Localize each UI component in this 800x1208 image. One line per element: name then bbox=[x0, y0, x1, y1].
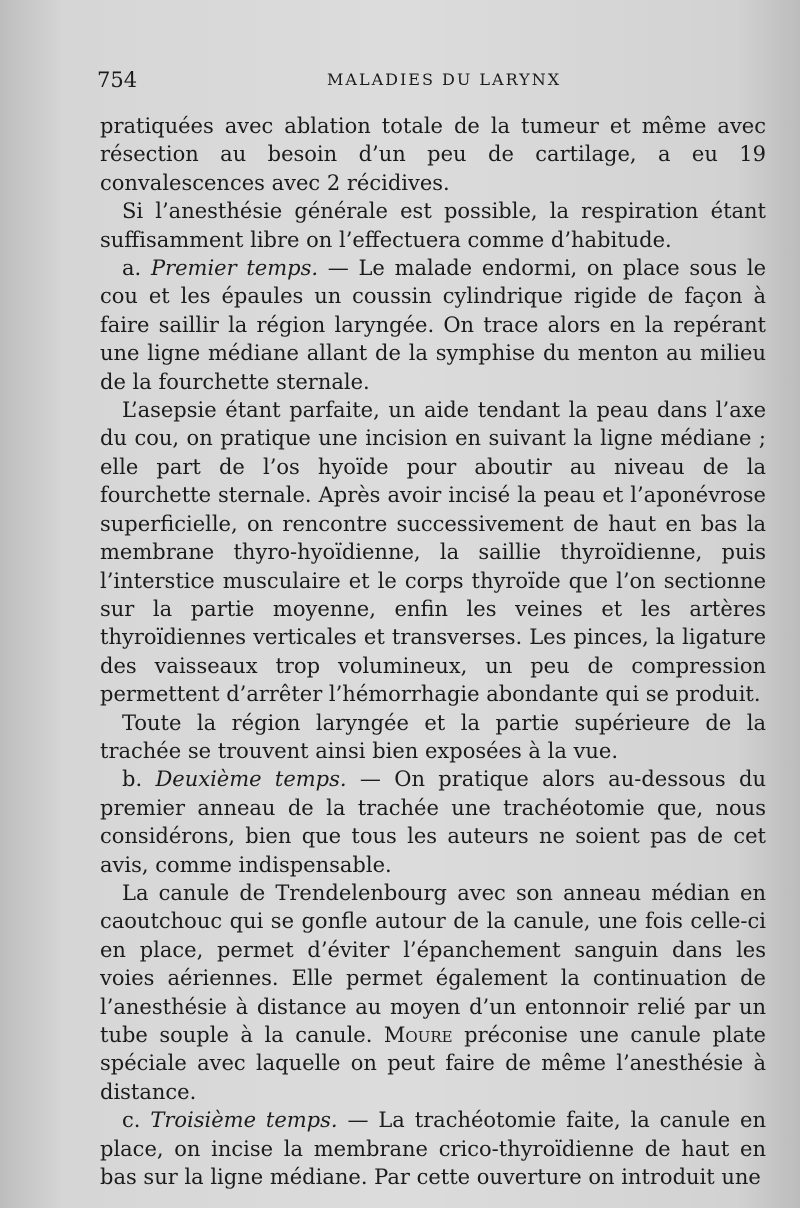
paragraph-7-text-a: La canule de Trendelenbourg avec son anneau médian en caoutchouc qui se gonfle autour de la canule, une fois celle-ci en place, permet d’éviter l’épanchement sanguin dans les voies aériennes. Elle permet également la continuation de l’anesthésie à distance au moyen d’un entonnoir relié par un tube souple à la canule. bbox=[100, 880, 766, 1047]
paragraph-5: Toute la région laryngée et la partie supérieure de la trachée se trouvent ainsi bien exposées à la vue. bbox=[100, 710, 766, 763]
step-label-a: a. bbox=[122, 256, 142, 281]
paragraph-6-text: — On pratique alors au-dessous du premier anneau de la trachée une trachéotomie que, nous considérons, bien que tous les auteurs ne soient pas de cet avis, comme indispensable. bbox=[100, 767, 766, 877]
author-name-moure: Moure bbox=[383, 1023, 453, 1047]
step-label-b: b. bbox=[122, 767, 143, 792]
running-title: MALADIES DU LARYNX bbox=[327, 70, 562, 89]
paragraph-7 bbox=[100, 879, 766, 1106]
body-text bbox=[100, 112, 766, 1191]
paragraph-6 bbox=[100, 765, 766, 879]
page-header bbox=[97, 68, 770, 98]
paragraph-8-text: — La trachéotomie faite, la canule en place, on incise la membrane crico-thyroïdienne de haut en bas sur la ligne médiane. Par cette ouverture on introduit une bbox=[100, 1108, 766, 1190]
step-label-c: c. bbox=[122, 1108, 141, 1133]
page-number: 754 bbox=[97, 68, 138, 92]
paragraph-8 bbox=[100, 1106, 766, 1191]
paragraph-3 bbox=[100, 254, 766, 396]
step-heading-troisieme: Troisième temps. bbox=[150, 1108, 338, 1133]
paragraph-3-text: — Le malade endormi, on place sous le cou et les épaules un coussin cylindrique rigide de façon à faire saillir la région laryngée. On trace alors en la repérant une ligne médiane allant de la symphise du menton au milieu de la fourchette sternale. bbox=[100, 256, 766, 394]
paragraph-7-text-b: préconise une canule plate spéciale avec laquelle on peut faire de même l’anesthésie à distance. bbox=[100, 1023, 766, 1104]
paragraph-1: pratiquées avec ablation totale de la tumeur et même avec résection au besoin d’un peu de cartilage, a eu 19 convalescences avec 2 récidives. bbox=[100, 114, 766, 195]
step-heading-deuxieme: Deuxième temps. bbox=[155, 767, 347, 792]
paragraph-4: L’asepsie étant parfaite, un aide tendant la peau dans l’axe du cou, on pratique une incision en suivant la ligne médiane ; elle part de l’os hyoïde pour aboutir au niveau de la fourchette sternale. Après avoir incisé la peau et l’aponévrose superficielle, on rencontre successivement de haut en bas la membrane thyro-hyoïdienne, la saillie thyroïdienne, puis l’interstice musculaire et le corps thyroïde que l’on sectionne sur la partie moyenne, enfin les veines et les artères thyroïdiennes verticales et transverses. Les pinces, la ligature des vaisseaux trop volumineux, un peu de compression permettent d’arrêter l’hémorrhagie abondante qui se produit. bbox=[100, 398, 766, 707]
step-heading-premier: Premier temps. bbox=[150, 256, 319, 281]
paragraph-2: Si l’anesthésie générale est possible, la respiration étant suffisamment libre on l’effectuera comme d’habitude. bbox=[100, 199, 766, 252]
